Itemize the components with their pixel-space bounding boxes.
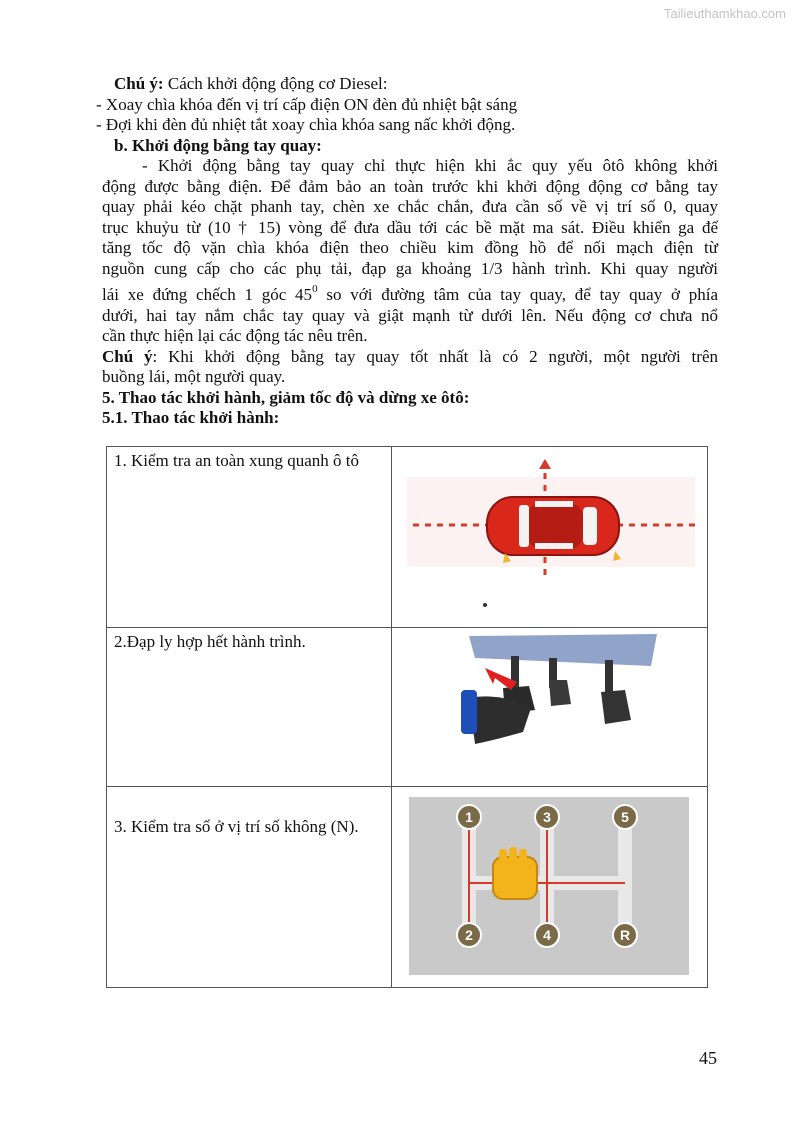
- paragraph-line: cần thực hiện lại các động tác nêu trên.: [102, 326, 368, 345]
- note-label: Chú ý: [102, 346, 153, 366]
- paragraph-line: [102, 285, 718, 306]
- line-text: so với đường tâm của tay quay, để tay quay ở phía: [317, 285, 718, 304]
- gear-label: 1: [465, 809, 473, 825]
- step-text: 2.Đạp ly hợp hết hành trình.: [107, 628, 392, 787]
- table-row: [107, 628, 708, 787]
- paragraph-line: [102, 156, 718, 177]
- step-image-cell: [392, 787, 708, 988]
- paragraph-line: tăng tốc độ vặn chìa khóa điện theo chiều kim đồng hồ để nối mạch điện từ: [102, 238, 718, 257]
- gear-label: 2: [465, 927, 473, 943]
- heading-text: 5. Thao tác khởi hành, giảm tốc độ và dừng xe ôtô:: [102, 387, 470, 407]
- table-row: [107, 787, 708, 988]
- note-text: Cách khởi động động cơ Diesel:: [163, 74, 388, 93]
- heading-text: 5.1. Thao tác khởi hành:: [102, 408, 280, 427]
- paragraph-line: quay phải kéo chặt phanh tay, chèn xe chắc chắn, đưa cần số về vị trí số 0, quay: [102, 197, 718, 216]
- step-image-cell: [392, 628, 708, 787]
- heading-section-5-1: [102, 408, 718, 429]
- clutch-pedal-image: [399, 632, 700, 782]
- step-image-cell: [392, 447, 708, 628]
- step-text: 1. Kiểm tra an toàn xung quanh ô tô: [107, 447, 392, 628]
- line-text: lái xe đứng chếch 1 góc 45: [102, 285, 313, 304]
- superscript-degree: 0: [312, 283, 318, 295]
- watermark: Tailieuthamkhao.com: [663, 6, 786, 21]
- note-label: Chú ý:: [114, 74, 164, 93]
- heading-hand-crank: [102, 136, 718, 157]
- heading-text: b. Khởi động bằng tay quay:: [114, 135, 322, 155]
- step-text: 3. Kiểm tra số ở vị trí số không (N).: [107, 787, 392, 988]
- note-text: : Khi khởi động bằng tay quay tốt nhất là có 2 người, một người trên: [152, 346, 718, 366]
- bullet-item: - Đợi khi đèn đủ nhiệt tắt xoay chìa khóa sang nấc khởi động.: [96, 115, 516, 134]
- paragraph-line: dưới, hai tay nắm chắc tay quay và giật mạnh từ dưới lên. Nếu động cơ chưa nổ: [102, 305, 718, 325]
- gear-label: R: [619, 927, 631, 943]
- gear-label: 5: [621, 809, 629, 825]
- paragraph-line: buồng lái, một người quay.: [102, 367, 286, 386]
- paragraph-line: nguồn cung cấp cho các phụ tải, đạp ga khoảng 1/3 hành trình. Khi quay người: [102, 258, 718, 278]
- note-two-people: [102, 347, 718, 368]
- page-body: [96, 74, 718, 429]
- note-diesel: [102, 74, 718, 95]
- gear-label: 4: [543, 927, 551, 943]
- line-text: - Khởi động bằng tay quay chỉ thực hiện khi ắc quy yếu ôtô không khởi: [142, 156, 718, 175]
- page-number: 45: [699, 1048, 717, 1068]
- gear-pattern-image: [399, 791, 700, 983]
- paragraph-line: trục khuỷu từ (10 † 15) vòng để đưa dầu tới các bề mặt ma sát. Điều khiển ga để: [102, 217, 718, 237]
- table-row: [107, 447, 708, 628]
- car-safety-check-image: [399, 451, 700, 623]
- steps-table: [106, 446, 708, 988]
- paragraph-line: động được bằng điện. Để đảm bảo an toàn trước khi khởi động động cơ bằng tay: [102, 176, 718, 196]
- heading-section-5: [102, 388, 718, 409]
- bullet-item: - Xoay chìa khóa đến vị trí cấp điện ON đèn đủ nhiệt bật sáng: [96, 94, 518, 114]
- gear-label: 3: [543, 809, 551, 825]
